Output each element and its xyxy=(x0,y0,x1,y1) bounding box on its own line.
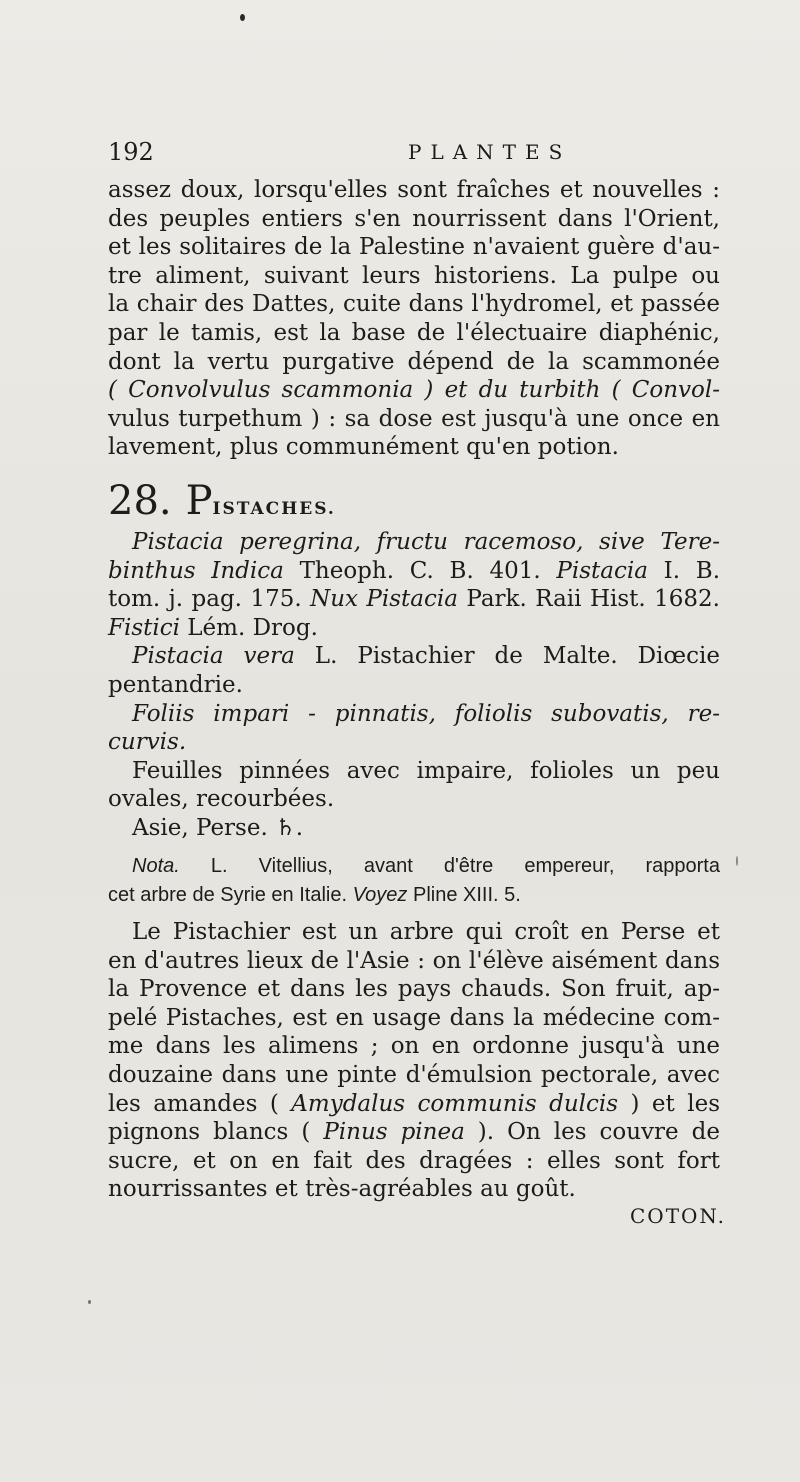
linnaeus-name: Pistacia vera xyxy=(132,643,295,670)
french-description-line: ovales, recourbées. xyxy=(108,786,335,813)
nota-line xyxy=(108,852,720,881)
latin-name: Amydalus communis dulcis xyxy=(291,1090,619,1117)
synonym-latin: binthus Indica xyxy=(108,557,284,584)
text-line: dont la vertu purgative dépend de la scammonée xyxy=(108,348,720,375)
ink-speck xyxy=(88,1300,91,1304)
text-run: pignons blancs ( xyxy=(108,1119,324,1146)
french-description-line: Feuilles pinnées avec impaire, folioles un peu xyxy=(132,757,720,784)
paragraph-dattes xyxy=(108,176,720,462)
synonym-ref: Theoph. C. B. 401. xyxy=(283,557,557,584)
nota-text: Pline XIII. 5. xyxy=(407,884,521,906)
synonym-latin: Pistacia xyxy=(556,557,648,584)
text-line: vulus turpethum ) : sa dose est jusqu'à une once en xyxy=(108,405,720,432)
synonym-latin: Nux Pistacia xyxy=(310,586,458,613)
synonym-ref: Park. Raii Hist. 1682. xyxy=(457,586,720,613)
linnaeus-line: pentandrie. xyxy=(108,671,243,698)
page-number: 192 xyxy=(108,138,154,166)
entry-number: 28. xyxy=(108,478,172,524)
synonym-ref: Lém. Drog. xyxy=(179,614,318,641)
entry-title-rest: ISTACHES. xyxy=(212,499,336,519)
text-line: pelé Pistaches, est en usage dans la médecine com- xyxy=(108,1004,720,1031)
habitat-line: Asie, Perse. ♄. xyxy=(132,814,304,841)
latin-description-line: curvis. xyxy=(108,729,187,756)
text-line: assez doux, lorsqu'elles sont fraîches et nouvelles : xyxy=(108,177,720,203)
text-line: tre aliment, suivant leurs historiens. La pulpe ou xyxy=(108,262,720,289)
synonym-line: Pistacia peregrina, fructu racemoso, sive Tere- xyxy=(132,529,720,555)
nota-block xyxy=(108,852,720,910)
paragraph-pistachier xyxy=(108,918,720,1204)
text-line: des peuples entiers s'en nourrissent dans l'Orient, xyxy=(108,205,720,232)
linnaeus-line xyxy=(108,642,720,671)
nota-text: cet arbre de Syrie en Italie. xyxy=(108,884,353,906)
entry-heading xyxy=(108,478,336,528)
synonym-line xyxy=(108,614,720,643)
text-line: la chair des Dattes, cuite dans l'hydromel, et passée xyxy=(108,291,720,318)
nota-voyez: Voyez xyxy=(352,884,408,906)
text-run: les amandes ( xyxy=(108,1090,292,1117)
latin-description-line: Foliis impari - pinnatis, foliolis subovatis, re- xyxy=(132,700,720,727)
ink-speck xyxy=(736,856,738,866)
latin-name: Pinus pinea xyxy=(323,1119,465,1146)
text-line: Le Pistachier est un arbre qui croît en Perse et xyxy=(132,919,720,945)
text-line: en d'autres lieux de l'Asie : on l'élève aisément dans xyxy=(108,947,720,974)
text-line: douzaine dans une pinte d'émulsion pectorale, avec xyxy=(108,1061,720,1088)
synonym-ref: tom. j. pag. 175. xyxy=(108,586,311,613)
text-line: la Provence et dans les pays chauds. Son fruit, ap- xyxy=(108,976,720,1003)
running-head: PLANTES xyxy=(408,140,572,164)
text-line xyxy=(108,1090,720,1119)
synonym-line xyxy=(108,557,720,586)
nota-line xyxy=(108,881,720,910)
catchword: COTON. xyxy=(630,1204,727,1228)
synonyms-block xyxy=(108,528,720,843)
text-run: ). On les couvre de xyxy=(464,1119,720,1146)
ink-speck xyxy=(240,14,245,21)
text-line: ( Convolvulus scammonia ) et du turbith ( Convol- xyxy=(108,377,720,404)
nota-text: L. Vitellius, avant d'être empereur, rapporta xyxy=(179,855,720,877)
text-run: ) et les xyxy=(618,1090,720,1117)
text-line: me dans les alimens ; on en ordonne jusqu'à une xyxy=(108,1033,720,1060)
synonym-line xyxy=(108,585,720,614)
nota-label: Nota. xyxy=(132,855,180,877)
text-line: et les solitaires de la Palestine n'avaient guère d'au- xyxy=(108,234,720,261)
text-line: lavement, plus communément qu'en potion. xyxy=(108,434,619,461)
text-line: sucre, et on en fait des dragées : elles sont fort xyxy=(108,1147,720,1174)
page-header xyxy=(108,138,718,170)
text-line: par le tamis, est la base de l'électuaire diaphénic, xyxy=(108,319,720,346)
text-line xyxy=(108,1118,720,1147)
synonym-ref: I. B. xyxy=(647,557,721,584)
text-line: nourrissantes et très-agréables au goût. xyxy=(108,1176,576,1203)
synonym-latin: Fistici xyxy=(108,614,180,641)
entry-title-initial: P xyxy=(185,478,213,524)
linnaeus-text: L. Pistachier de Malte. Diœcie xyxy=(294,643,720,670)
